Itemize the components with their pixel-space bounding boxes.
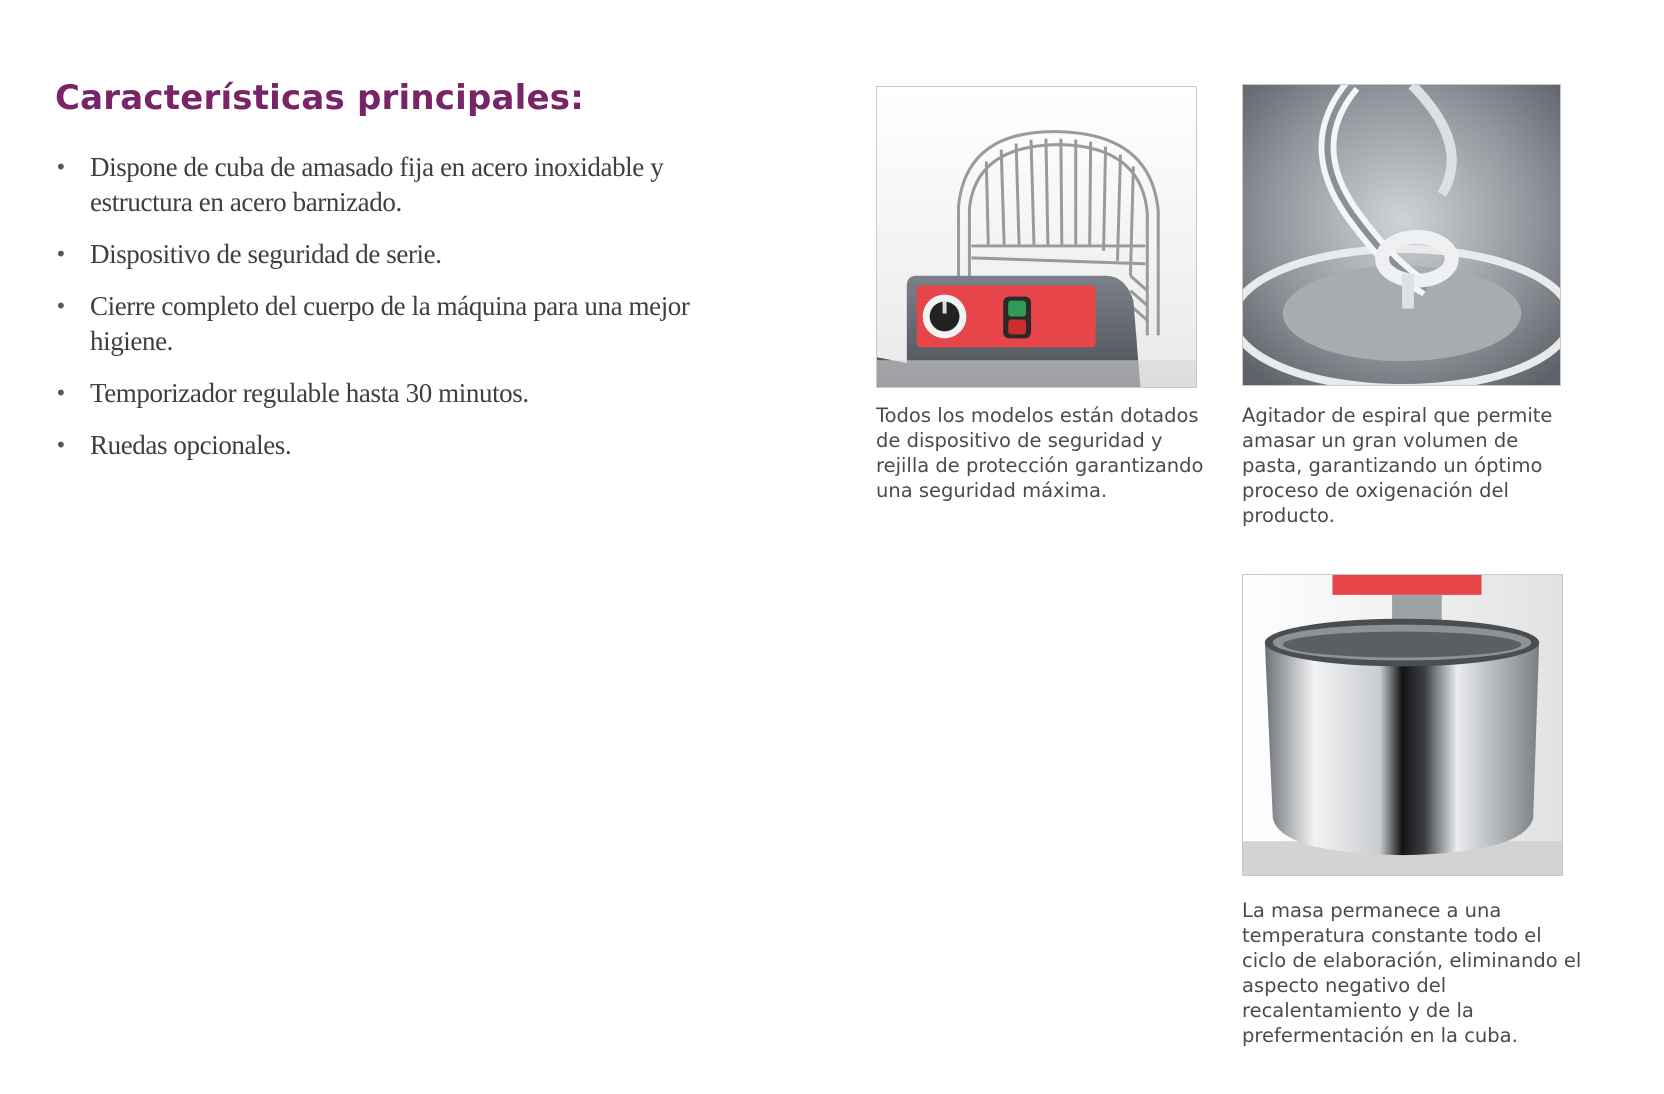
bullet-icon: • [55, 433, 67, 457]
feature-text: Ruedas opcionales. [90, 430, 292, 460]
section-heading: Características principales: [55, 78, 585, 118]
stainless-bowl-icon [1243, 575, 1562, 875]
feature-item [55, 289, 755, 359]
bullet-icon: • [55, 294, 67, 318]
caption-agitator: Agitador de espiral que permite amasar un gran volumen de pasta, garantizando un óptimo proceso de oxigenación del producto. [1242, 404, 1553, 527]
spiral-agitator-icon [1243, 85, 1560, 385]
bullet-icon: • [55, 381, 67, 405]
feature-item [55, 376, 755, 411]
feature-text: Dispositivo de seguridad de serie. [90, 239, 442, 269]
feature-item [55, 237, 755, 272]
feature-text: Cierre completo del cuerpo de la máquina para una mejor higiene. [90, 291, 690, 356]
bullet-icon: • [55, 155, 67, 179]
stainless-bowl-photo [1242, 574, 1563, 876]
caption-safety: Todos los modelos están dotados de dispositivo de seguridad y rejilla de protección garantizando una seguridad máxima. [876, 404, 1204, 502]
bullet-icon: • [55, 242, 67, 266]
safety-grille-icon [877, 87, 1196, 387]
feature-text: Temporizador regulable hasta 30 minutos. [90, 378, 529, 408]
feature-text: Dispone de cuba de amasado fija en acero inoxidable y estructura en acero barnizado. [90, 152, 664, 217]
caption-bowl: La masa permanece a una temperatura constante todo el ciclo de elaboración, eliminando el aspecto negativo del recalentamiento y de la prefermentación en la cuba. [1242, 899, 1582, 1047]
features-list [55, 150, 755, 480]
feature-item [55, 150, 755, 220]
safety-grille-photo [876, 86, 1197, 388]
spiral-agitator-photo [1242, 84, 1561, 386]
feature-item [55, 428, 755, 463]
